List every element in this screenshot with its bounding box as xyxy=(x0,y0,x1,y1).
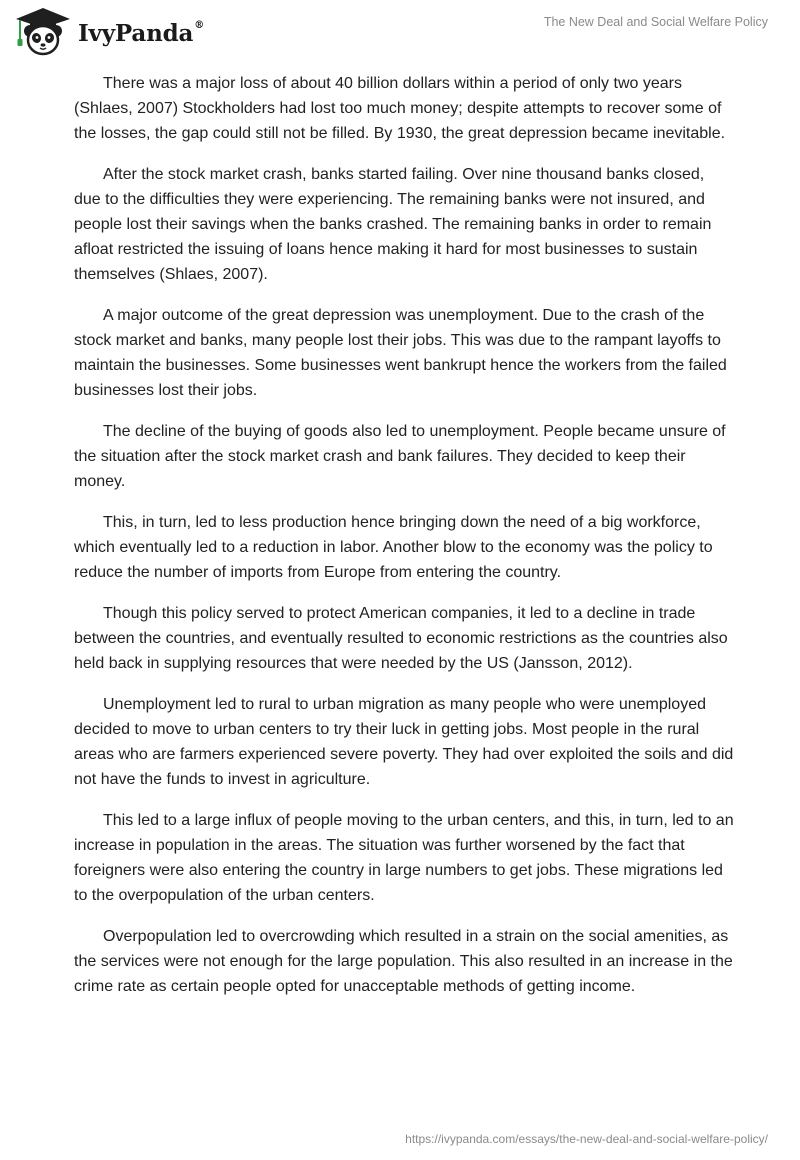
paragraph: Unemployment led to rural to urban migration as many people who were unemployed decided to move to urban centers to try their luck in getting jobs. Most people in the rural areas who are farmers experienced severe poverty. They had over exploited the soils and did not have the funds to invest in agriculture. xyxy=(74,696,734,788)
paragraph: A major outcome of the great depression was unemployment. Due to the crash of the stock market and banks, many people lost their jobs. This was due to the rampant layoffs to maintain the businesses. Some businesses went bankrupt hence the workers from the failed businesses lost their jobs. xyxy=(74,307,727,399)
brand-name xyxy=(78,20,204,47)
paragraph: Overpopulation led to overcrowding which resulted in a strain on the social amenities, as the services were not enough for the large population. This also resulted in an increase in the crime rate as certain people opted for unacceptable methods of getting income. xyxy=(74,928,733,995)
paragraph: This led to a large influx of people moving to the urban centers, and this, in turn, led to an increase in population in the areas. The situation was further worsened by the fact that foreigners were also entering the country in large numbers to get jobs. These migrations led to the overpopulation of the urban centers. xyxy=(74,812,734,904)
registered-mark: ® xyxy=(194,19,204,31)
paragraph: After the stock market crash, banks started failing. Over nine thousand banks closed, due to the difficulties they were experiencing. The remaining banks were not insured, and people lost their savings when the banks crashed. The remaining banks in order to remain afloat restricted the issuing of loans hence making it hard for most businesses to sustain themselves (Shlaes, 2007). xyxy=(74,166,712,283)
paragraph: The decline of the buying of goods also led to unemployment. People became unsure of the situation after the stock market crash and bank failures. They decided to keep their money. xyxy=(74,423,726,490)
ivypanda-logo[interactable] xyxy=(14,6,204,58)
page-header xyxy=(0,0,800,62)
panda-graduate-logo-icon xyxy=(14,6,72,58)
source-url[interactable]: https://ivypanda.com/essays/the-new-deal-and-social-welfare-policy/ xyxy=(405,1132,768,1146)
essay-body xyxy=(74,71,734,1015)
paragraph: There was a major loss of about 40 billion dollars within a period of only two years (Shlaes, 2007) Stockholders had lost too much money; despite attempts to recover some of the losses, the gap could still not be filled. By 1930, the great depression became inevitable. xyxy=(74,75,726,142)
paragraph: This, in turn, led to less production hence bringing down the need of a big workforce, which eventually led to a reduction in labor. Another blow to the economy was the policy to reduce the number of imports from Europe from entering the country. xyxy=(74,514,713,581)
brand-text: IvyPanda xyxy=(78,19,194,47)
document-title: The New Deal and Social Welfare Policy xyxy=(543,15,768,29)
paragraph: Though this policy served to protect American companies, it led to a decline in trade between the countries, and eventually resulted to economic restrictions as the countries also held back in supplying resources that were needed by the US (Jansson, 2012). xyxy=(74,605,728,672)
